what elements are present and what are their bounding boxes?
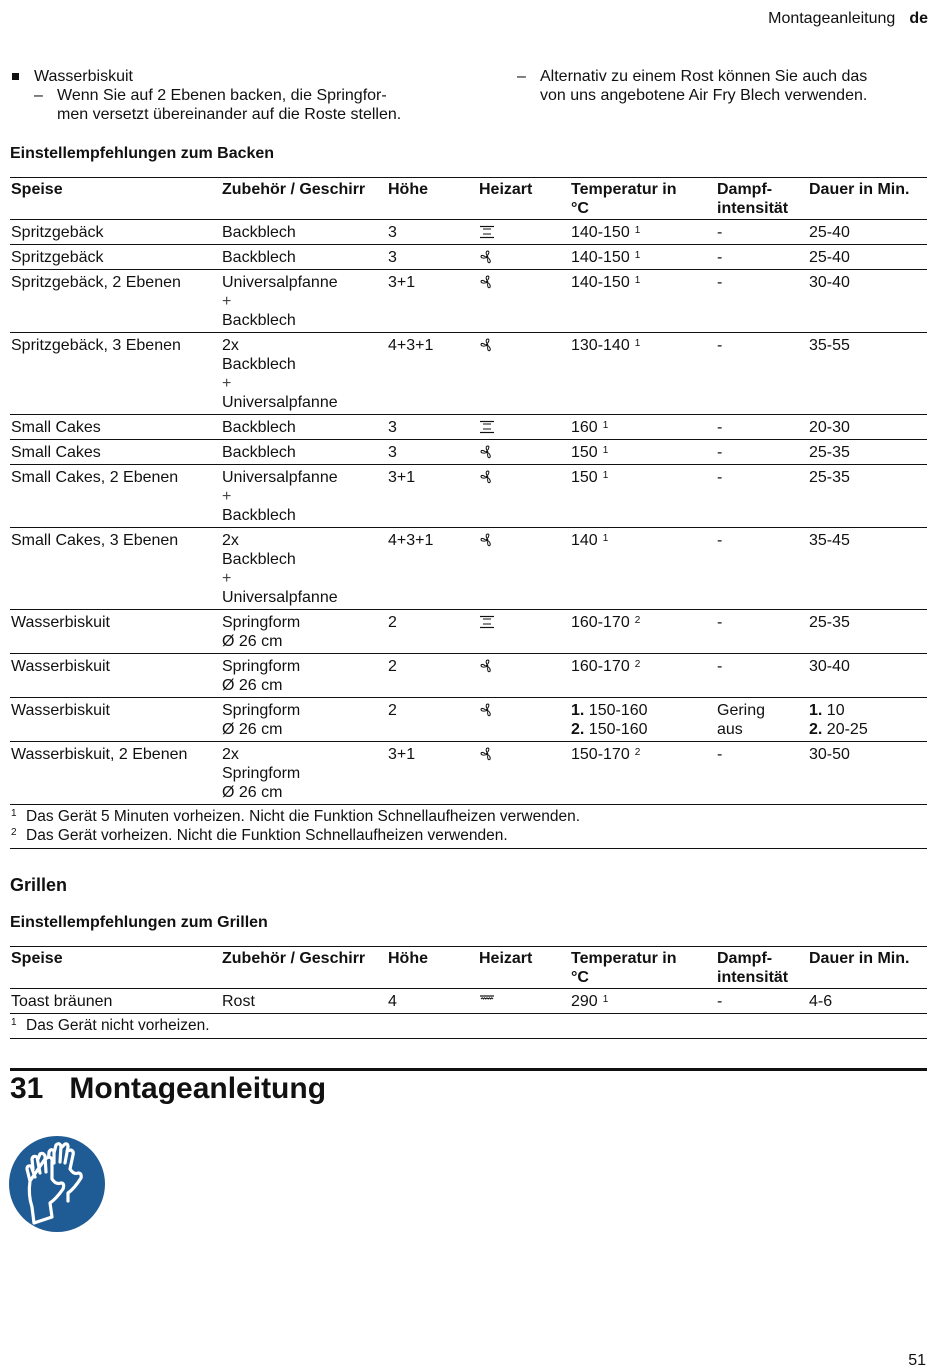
cell-dauer: 30-40 <box>808 654 927 698</box>
baking-table <box>10 177 927 849</box>
hot-air-fan-icon <box>478 742 570 805</box>
table-header-row <box>10 178 927 220</box>
cell-speise: Wasserbiskuit <box>10 654 221 698</box>
cell-dauer: 25-40 <box>808 245 927 270</box>
cell-dauer: 30-50 <box>808 742 927 805</box>
cell-dauer: 25-40 <box>808 220 927 245</box>
protective-gloves-icon <box>8 1135 106 1238</box>
baking-table-title: Einstellempfehlungen zum Backen <box>10 145 275 162</box>
cell-dauer: 20-30 <box>808 415 927 440</box>
cell-dauer: 25-35 <box>808 440 927 465</box>
table-row <box>10 245 927 270</box>
dash-item: – Alternativ zu einem Rost können Sie auch das von uns angebotene Air Fry Blech verwenden. <box>517 68 868 104</box>
cell-hoehe: 4+3+1 <box>387 528 478 610</box>
hot-air-fan-icon <box>478 528 570 610</box>
cell-hoehe: 3 <box>387 220 478 245</box>
col-dampf: Dampf- intensität <box>716 178 808 220</box>
page-number: 51 <box>908 1352 926 1369</box>
footnote-2: 2 Das Gerät vorheizen. Nicht die Funktion Schnellaufheizen verwenden. <box>11 827 508 844</box>
cell-speise: Wasserbiskuit <box>10 610 221 654</box>
cell-dampf: - <box>716 333 808 415</box>
col-heizart: Heizart <box>478 947 570 989</box>
cell-dauer: 1. 10 2. 20-25 <box>808 698 927 742</box>
cell-zubehoer: 2x Springform Ø 26 cm <box>221 742 387 805</box>
dash-text: Wenn Sie auf 2 Ebenen backen, die Springfor- men versetzt übereinander auf die Roste stellen. <box>57 87 402 123</box>
cell-hoehe: 2 <box>387 698 478 742</box>
cell-temperatur: 160-170 $^2$ <box>570 610 716 654</box>
cell-zubehoer: 2x Backblech + Universalpfanne <box>221 333 387 415</box>
table-row <box>10 270 927 333</box>
cell-dampf: - <box>716 654 808 698</box>
cell-temperatur: 150 $^1$ <box>570 465 716 528</box>
cell-zubehoer: Backblech <box>221 440 387 465</box>
top-bottom-heat-icon <box>478 610 570 654</box>
cell-hoehe: 2 <box>387 610 478 654</box>
cell-dampf: - <box>716 270 808 333</box>
top-bottom-heat-icon <box>478 220 570 245</box>
cell-temperatur: 130-140 $^1$ <box>570 333 716 415</box>
cell-zubehoer: Springform Ø 26 cm <box>221 654 387 698</box>
table-header-row <box>10 947 927 989</box>
cell-dampf: - <box>716 465 808 528</box>
cell-zubehoer: Backblech <box>221 245 387 270</box>
cell-speise: Wasserbiskuit, 2 Ebenen <box>10 742 221 805</box>
col-temperatur: Temperatur in °C <box>570 947 716 989</box>
footnote-1: 1 Das Gerät nicht vorheizen. <box>11 1017 210 1034</box>
hot-air-fan-icon <box>478 654 570 698</box>
cell-temperatur: 1. 150-160 2. 150-160 <box>570 698 716 742</box>
cell-speise: Small Cakes <box>10 440 221 465</box>
cell-dampf: - <box>716 610 808 654</box>
grill-icon <box>478 989 570 1014</box>
table-row <box>10 415 927 440</box>
table-row <box>10 528 927 610</box>
cell-speise: Spritzgebäck, 3 Ebenen <box>10 333 221 415</box>
cell-temperatur: 140-150 $^1$ <box>570 270 716 333</box>
cell-hoehe: 2 <box>387 654 478 698</box>
col-temperatur: Temperatur in °C <box>570 178 716 220</box>
col-hoehe: Höhe <box>387 947 478 989</box>
cell-dauer: 25-35 <box>808 610 927 654</box>
cell-temperatur: 160 $^1$ <box>570 415 716 440</box>
table-row <box>10 610 927 654</box>
bullet-item <box>10 67 480 86</box>
col-hoehe: Höhe <box>387 178 478 220</box>
cell-hoehe: 3+1 <box>387 465 478 528</box>
cell-dampf: - <box>716 528 808 610</box>
cell-dampf: - <box>716 742 808 805</box>
table-row <box>10 465 927 528</box>
cell-speise: Spritzgebäck, 2 Ebenen <box>10 270 221 333</box>
hot-air-fan-icon <box>478 245 570 270</box>
page-header <box>768 10 928 28</box>
footnote-row <box>10 805 927 849</box>
chapter-number: 31 <box>10 1072 44 1105</box>
cell-hoehe: 3+1 <box>387 742 478 805</box>
cell-zubehoer: Universalpfanne + Backblech <box>221 465 387 528</box>
cell-temperatur: 160-170 $^2$ <box>570 654 716 698</box>
grill-table-title: Einstellempfehlungen zum Grillen <box>10 914 268 931</box>
bullet-text: Wasserbiskuit <box>34 68 133 85</box>
cell-dauer: 35-45 <box>808 528 927 610</box>
cell-zubehoer: 2x Backblech + Universalpfanne <box>221 528 387 610</box>
table-row <box>10 698 927 742</box>
cell-dauer: 25-35 <box>808 465 927 528</box>
cell-speise: Wasserbiskuit <box>10 698 221 742</box>
dash-text: Alternativ zu einem Rost können Sie auch das von uns angebotene Air Fry Blech verwenden. <box>540 68 868 104</box>
hot-air-fan-icon <box>478 440 570 465</box>
table-row: Toast bräunen Rost 4 290 $^1$ - 4-6 <box>10 989 927 1014</box>
cell-hoehe: 3+1 <box>387 270 478 333</box>
hot-air-fan-icon <box>478 270 570 333</box>
cell-dampf: - <box>716 440 808 465</box>
bullet-square-icon <box>12 73 19 80</box>
table-row <box>10 220 927 245</box>
cell-speise: Spritzgebäck <box>10 245 221 270</box>
grill-section-heading: Grillen <box>10 875 68 895</box>
table-row <box>10 440 927 465</box>
cell-speise: Spritzgebäck <box>10 220 221 245</box>
cell-zubehoer: Backblech <box>221 415 387 440</box>
chapter-title: Montageanleitung <box>69 1072 327 1105</box>
col-dauer: Dauer in Min. <box>808 178 927 220</box>
cell-temperatur: 140 $^1$ <box>570 528 716 610</box>
cell-speise: Small Cakes, 2 Ebenen <box>10 465 221 528</box>
cell-speise: Small Cakes <box>10 415 221 440</box>
chapter-rule <box>10 1068 927 1071</box>
cell-hoehe: 3 <box>387 415 478 440</box>
cell-hoehe: 3 <box>387 440 478 465</box>
footnote-1: 1 Das Gerät 5 Minuten vorheizen. Nicht die Funktion Schnellaufheizen verwenden. <box>11 808 581 825</box>
header-title: Montageanleitung <box>768 10 896 27</box>
col-heizart: Heizart <box>478 178 570 220</box>
cell-hoehe: 4+3+1 <box>387 333 478 415</box>
cell-dampf: - <box>716 415 808 440</box>
table-row <box>10 654 927 698</box>
cell-dampf: - <box>716 245 808 270</box>
cell-temperatur: 140-150 $^1$ <box>570 220 716 245</box>
col-zubehoer: Zubehör / Geschirr <box>221 947 387 989</box>
cell-temperatur: 140-150 $^1$ <box>570 245 716 270</box>
cell-temperatur: 150-170 $^2$ <box>570 742 716 805</box>
cell-zubehoer: Backblech <box>221 220 387 245</box>
cell-speise: Small Cakes, 3 Ebenen <box>10 528 221 610</box>
col-speise: Speise <box>10 178 221 220</box>
cell-hoehe: 3 <box>387 245 478 270</box>
col-speise: Speise <box>10 947 221 989</box>
cell-dauer: 30-40 <box>808 270 927 333</box>
top-bottom-heat-icon <box>478 415 570 440</box>
col-dauer: Dauer in Min. <box>808 947 927 989</box>
grill-table <box>10 946 927 1039</box>
cell-zubehoer: Springform Ø 26 cm <box>221 610 387 654</box>
cell-zubehoer: Universalpfanne + Backblech <box>221 270 387 333</box>
table-row <box>10 742 927 805</box>
cell-temperatur: 150 $^1$ <box>570 440 716 465</box>
intro-right-column <box>517 67 927 105</box>
intro-left-column <box>10 67 480 124</box>
cell-dauer: 35-55 <box>808 333 927 415</box>
language-code: de <box>909 10 928 27</box>
col-dampf: Dampf- intensität <box>716 947 808 989</box>
hot-air-fan-icon <box>478 698 570 742</box>
cell-zubehoer: Springform Ø 26 cm <box>221 698 387 742</box>
hot-air-fan-icon <box>478 465 570 528</box>
cell-dampf: Gering aus <box>716 698 808 742</box>
cell-dampf: - <box>716 220 808 245</box>
table-row <box>10 333 927 415</box>
chapter-heading <box>10 1072 326 1106</box>
footnote-row <box>10 1014 927 1039</box>
dash-item: – Wenn Sie auf 2 Ebenen backen, die Springfor- men versetzt übereinander auf die Roste stellen. <box>34 87 402 123</box>
hot-air-fan-icon <box>478 333 570 415</box>
col-zubehoer: Zubehör / Geschirr <box>221 178 387 220</box>
